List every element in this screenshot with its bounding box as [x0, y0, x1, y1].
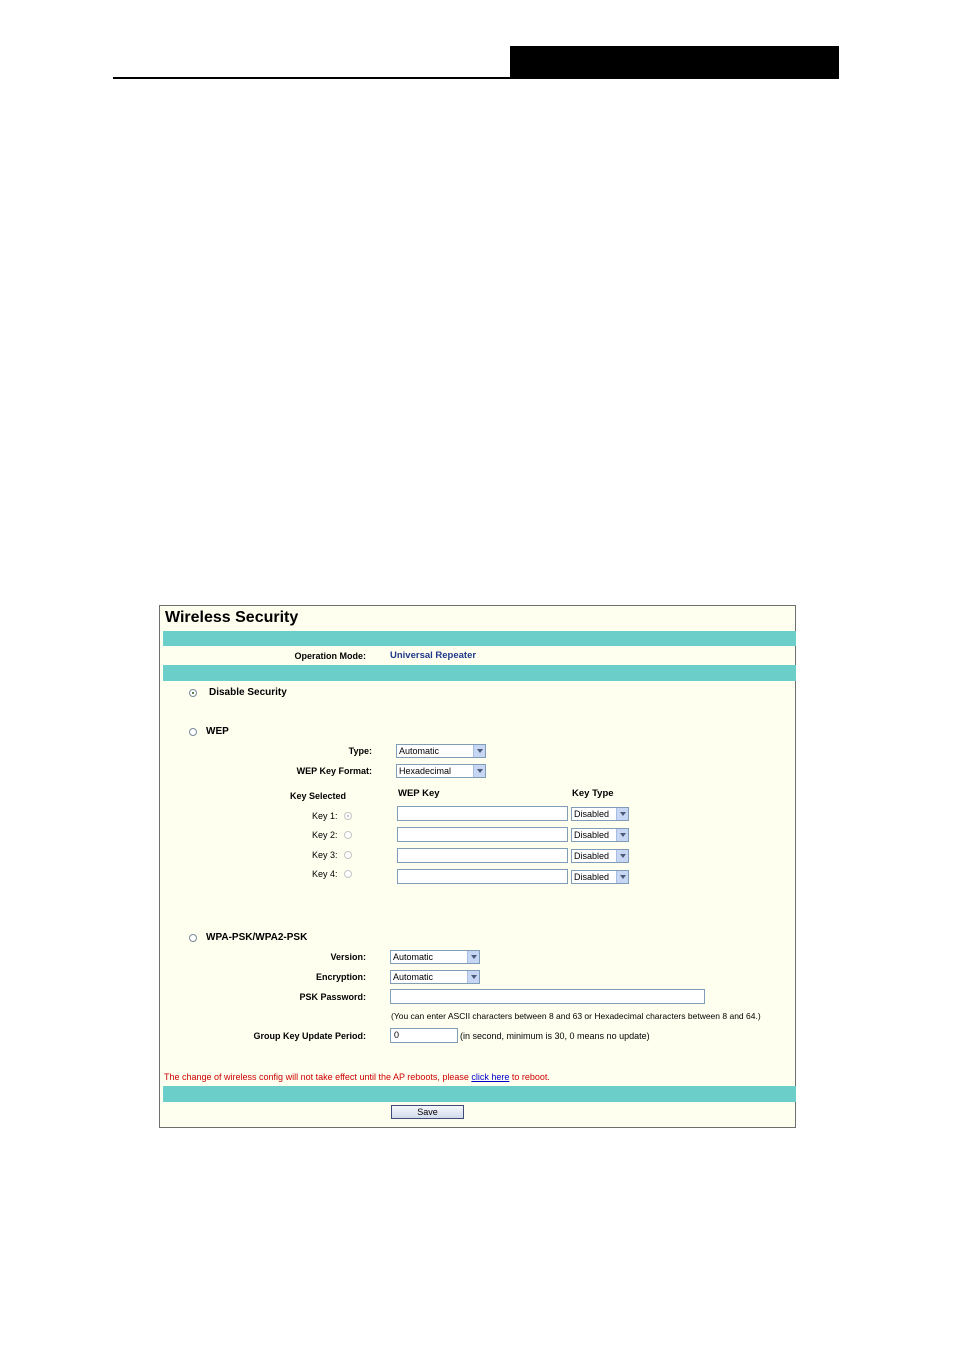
wpa-encryption-select[interactable] [390, 970, 480, 984]
title-band [163, 631, 796, 646]
wpa-version-label: Version: [330, 952, 366, 962]
chevron-down-icon[interactable] [473, 745, 485, 757]
key-3-input[interactable] [397, 848, 568, 863]
reboot-notice [164, 1072, 550, 1082]
group-key-update-label: Group Key Update Period: [253, 1031, 366, 1041]
key-4-input[interactable] [397, 869, 568, 884]
reboot-notice-text: The change of wireless config will not take effect until the AP reboots, please [164, 1072, 472, 1082]
psk-password-input[interactable] [390, 989, 705, 1004]
group-key-update-hint: (in second, minimum is 30, 0 means no update) [460, 1031, 650, 1041]
key-4-type-select[interactable] [571, 870, 629, 884]
group-key-update-input[interactable]: 0 [390, 1028, 458, 1043]
key-3-radio[interactable] [344, 851, 352, 859]
header-rule [113, 77, 839, 79]
wpa-encryption-label: Encryption: [315, 972, 366, 982]
wpa-psk-label: WPA-PSK/WPA2-PSK [206, 932, 308, 943]
wpa-psk-radio[interactable] [189, 934, 197, 942]
mode-band [163, 665, 796, 681]
key-2-type-select[interactable] [571, 828, 629, 842]
key-selected-header: Key Selected [290, 791, 347, 801]
key-2-input[interactable] [397, 827, 568, 842]
wpa-version-select[interactable] [390, 950, 480, 964]
chevron-down-icon[interactable] [616, 829, 628, 841]
footer-band [163, 1086, 796, 1102]
wep-key-header: WEP Key [398, 788, 440, 799]
key-2-label: Key 2: [312, 830, 338, 840]
wep-key-format-select[interactable] [396, 764, 486, 778]
chevron-down-icon[interactable] [616, 850, 628, 862]
wpa-encryption-value: Automatic [393, 972, 434, 982]
wep-key-format-value: Hexadecimal [399, 766, 452, 776]
key-3-label: Key 3: [312, 850, 338, 860]
key-1-label: Key 1: [312, 811, 338, 821]
key-1-type-select[interactable] [571, 807, 629, 821]
wep-label: WEP [206, 726, 229, 737]
wep-type-label: Type: [348, 746, 372, 756]
key-type-header: Key Type [572, 788, 614, 799]
key-1-radio[interactable] [344, 812, 352, 820]
wep-key-format-label: WEP Key Format: [296, 766, 372, 776]
chevron-down-icon[interactable] [616, 871, 628, 883]
chevron-down-icon[interactable] [616, 808, 628, 820]
wep-type-select[interactable] [396, 744, 486, 758]
key-3-type-value: Disabled [574, 851, 610, 861]
wireless-security-panel [159, 605, 796, 1128]
reboot-notice-suffix: to reboot. [509, 1072, 550, 1082]
save-button[interactable]: Save [391, 1105, 464, 1119]
key-1-type-value: Disabled [574, 809, 610, 819]
key-3-type-select[interactable] [571, 849, 629, 863]
key-1-input[interactable] [397, 806, 568, 821]
wpa-version-value: Automatic [393, 952, 434, 962]
reboot-link[interactable]: click here [471, 1072, 510, 1082]
header-bar [510, 46, 839, 79]
chevron-down-icon[interactable] [467, 971, 479, 983]
wep-type-value: Automatic [399, 746, 440, 756]
key-4-type-value: Disabled [574, 872, 610, 882]
disable-security-radio[interactable] [189, 689, 197, 697]
operation-mode-value: Universal Repeater [390, 650, 477, 661]
chevron-down-icon[interactable] [467, 951, 479, 963]
key-4-label: Key 4: [312, 869, 338, 879]
key-2-radio[interactable] [344, 831, 352, 839]
chevron-down-icon[interactable] [473, 765, 485, 777]
disable-security-label: Disable Security [209, 687, 287, 698]
key-4-radio[interactable] [344, 870, 352, 878]
page-title: Wireless Security [165, 609, 299, 626]
operation-mode-label: Operation Mode: [294, 651, 366, 661]
psk-password-label: PSK Password: [299, 992, 366, 1002]
psk-password-hint: (You can enter ASCII characters between 8 and 63 or Hexadecimal characters between 8 and 64.) [391, 1011, 761, 1021]
key-2-type-value: Disabled [574, 830, 610, 840]
wep-radio[interactable] [189, 728, 197, 736]
